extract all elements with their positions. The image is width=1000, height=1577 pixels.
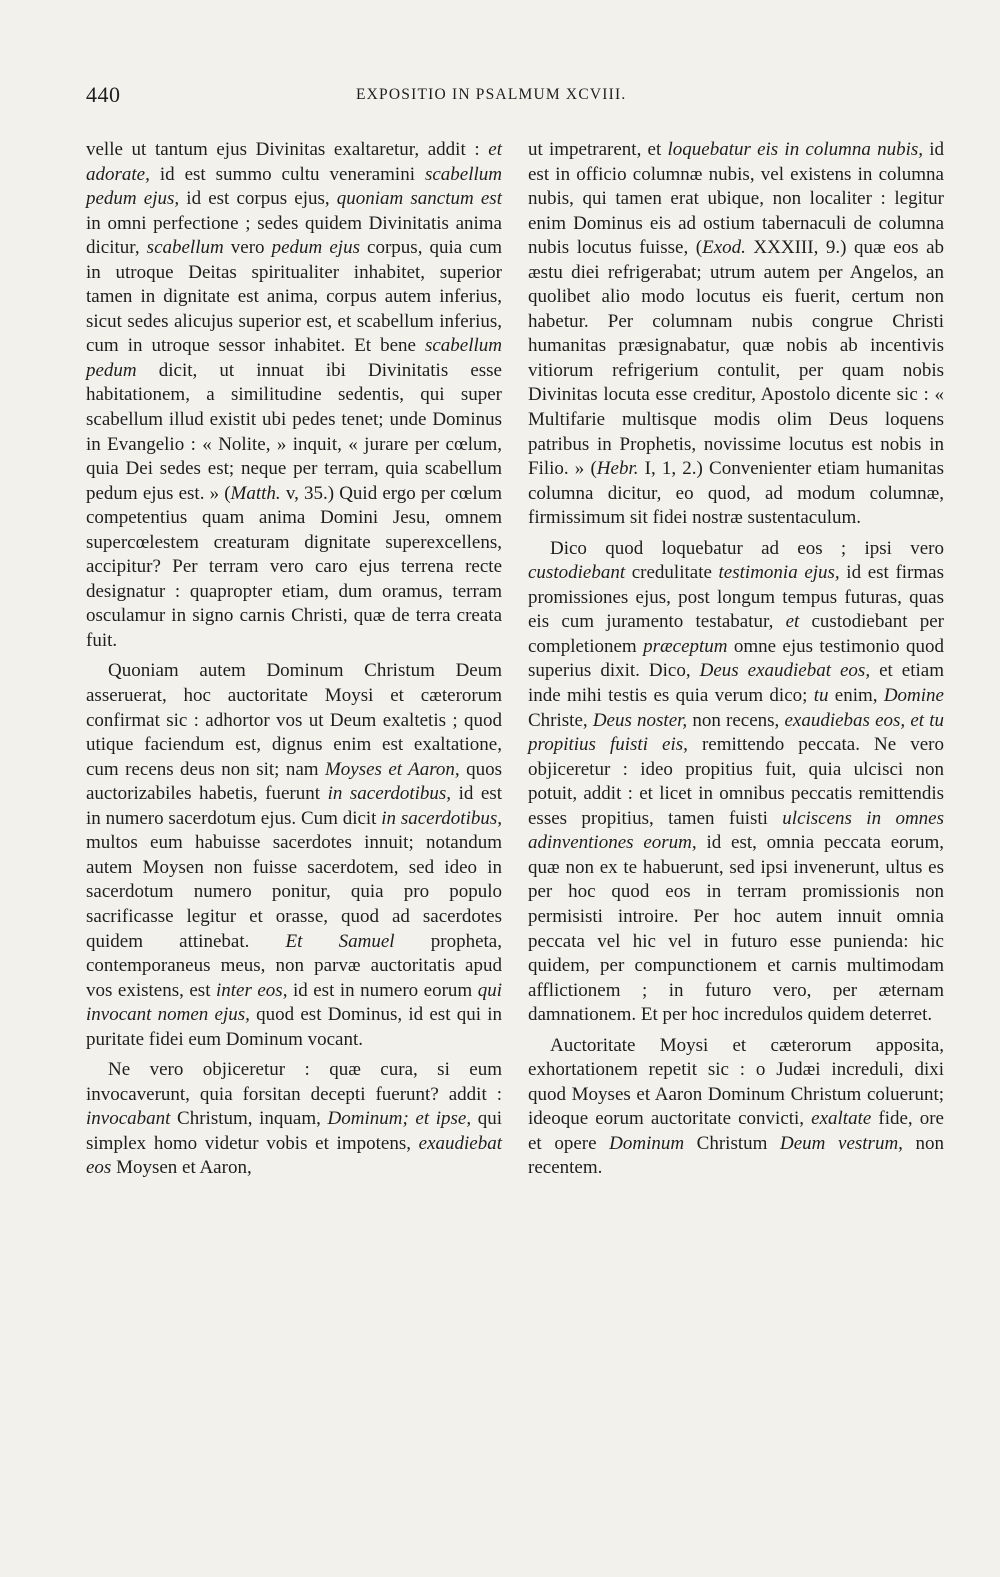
- paragraph: ut impetrarent, et loquebatur eis in columna nubis, id est in officio columnæ nubis, vel existens in columna nubis, qui tamen erat ubique, non localiter : legitur enim Dominus eis ad ostium tabernaculi de columna nubis locutus fuisse, (Exod. XXXIII, 9.) quæ eos ab æstu diei refrigerabat; utrum autem per Angelos, an quolibet alio modo locutus eis fuerit, certum non habetur. Per columnam nubis congrue Christi humanitas præsignabatur, quæ nobis ab incentivis vitiorum refrigerium contulit, per quam nobis Divinitas locuta esse creditur, Apostolo dicente sic : « Multifarie multisque modis olim Deus loquens patribus in Prophetis, novissime locutus est nobis in Filio. » (Hebr. I, 1, 2.) Convenienter etiam humanitas columna dicitur, eo quod, ad modum columnæ, firmissimum sit fidei nostræ sustentaculum.: [528, 139, 945, 529]
- right-column: [528, 138, 944, 1181]
- page-header: [86, 82, 942, 112]
- page-number: 440: [86, 82, 121, 107]
- paragraph: Ne vero objiceretur : quæ cura, si eum invocaverunt, quia forsitan decepti fuerunt? addit : invocabant Christum, inquam, Dominum; et ipse, qui simplex homo videtur vobis et impotens, exaudiebat eos Moysen et Aaron,: [86, 1059, 502, 1179]
- paragraph: velle ut tantum ejus Divinitas exaltaretur, addit : et adorate, id est summo cultu veneramini scabellum pedum ejus, id est corpus ejus, quoniam sanctum est in omni perfectione ; sedes quidem Divinitatis anima dicitur, scabellum vero pedum ejus corpus, quia cum in utroque Deitas spiritualiter inhabitet, superior tamen in dignitate est anima, corpus autem inferius, sicut sedes alicujus superior est, et scabellum inferius, cum in utroque sessor inhabitet. Et bene scabellum pedum dicit, ut innuat ibi Divinitatis esse habitationem, a similitudine sedentis, qui super scabellum illud existit ubi pedes tenet; unde Dominus in Evangelio : « Nolite, » inquit, « jurare per cœlum, quia Dei sedes est; neque per terram, quia scabellum pedum ejus est. » (Matth. v, 35.) Quid ergo per cœlum competentius quam anima Domini Jesu, omnem supercœlestem creaturam dignitate superexcellens, accipitur? Per terram vero caro ejus terrena recte designatur : quapropter etiam, dum oramus, terram osculamur in signo carnis Christi, quæ de terra creata fuit.: [86, 139, 503, 651]
- paragraph: Auctoritate Moysi et cæterorum apposita, exhortationem repetit sic : o Judæi increduli, dixi quod Moyses et Aaron Dominum Christum coluerunt; ideoque eorum auctoritate convicti, exaltate fide, ore et opere Dominum Christum Deum vestrum, non recentem.: [528, 1034, 945, 1179]
- left-column: [86, 138, 502, 1181]
- running-title: EXPOSITIO IN PSALMUM XCVIII.: [356, 86, 627, 103]
- paragraph: Quoniam autem Dominum Christum Deum asseruerat, hoc auctoritate Moysi et cæterorum confirmat sic : adhortor vos ut Deum exaltetis ; quod utique faciendum est, dignus enim est exaltatione, cum recens deus non sit; nam Moyses et Aaron, quos auctorizabiles habetis, fuerunt in sacerdotibus, id est in numero sacerdotum ejus. Cum dicit in sacerdotibus, multos eum habuisse sacerdotes innuit; notandum autem Moysen non fuisse sacerdotem, sed ideo in sacerdotum numero ponitur, quia pro populo sacrificasse legitur et orasse, quod ad sacerdotes quidem attinebat. Et Samuel propheta, contemporaneus meus, non parvæ auctoritatis apud vos existens, est inter eos, id est in numero eorum qui invocant nomen ejus, quod est Dominus, id est qui in puritate fidei eum Dominum vocant.: [86, 660, 502, 1050]
- paragraph: Dico quod loquebatur ad eos ; ipsi vero custodiebant credulitate testimonia ejus, id est firmas promissiones ejus, post longum tempus futuras, quas eis cum juramento testabatur, et custodiebant per completionem præceptum omne ejus testimonio quod superius dixit. Dico, Deus exaudiebat eos, et etiam inde mihi testis es quia verum dico; tu enim, Domine Christe, Deus noster, non recens, exaudiebas eos, et tu propitius fuisti eis, remittendo peccata. Ne vero objiceretur : ideo propitius fuit, quia ulcisci non potuit, addit : et licet in omnibus peccatis remittendis esses propitius, tamen fuisti ulciscens in omnes adinventiones eorum, id est, omnia peccata eorum, quæ non ex te habuerunt, sed ipsi invenerunt, ultus es per hoc quod eos in terram promissionis non permisisti introire. Per hoc autem innuit omnia peccata vel hic vel in futuro esse punienda: hic quidem, per compunctionem et carnis multimodam afflictionem ; in futuro vero, per æternam damnationem. Et per hoc incredulos quidem deterret.: [528, 537, 945, 1026]
